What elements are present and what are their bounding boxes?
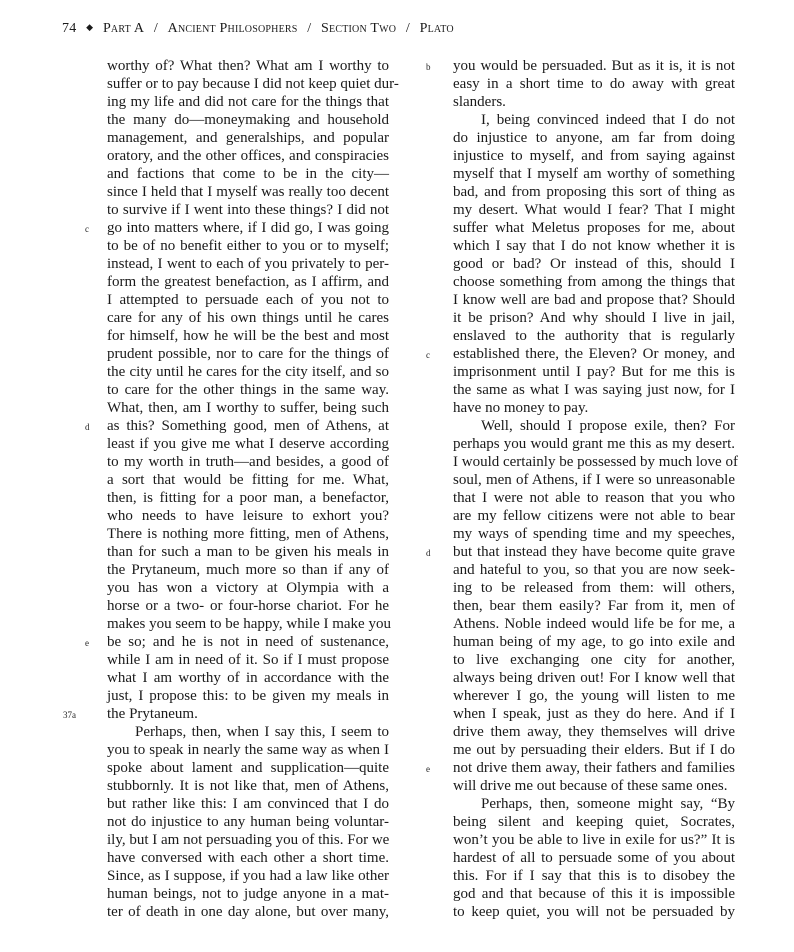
line-text: Since, as I suppose, if you had a law like other	[107, 868, 389, 884]
line-text: just, I propose this: to be given my meals in	[107, 688, 389, 704]
header-separator: /	[405, 21, 410, 36]
text-line	[107, 291, 389, 309]
text-line	[107, 381, 389, 399]
line-text: the Prytaneum.	[107, 706, 198, 722]
line-text: go into matters where, if I did go, I was going	[107, 220, 389, 236]
line-text: always being driven out! For I know well that	[453, 670, 735, 686]
line-text: ter of death in one day alone, but over many,	[107, 904, 389, 920]
line-text: wherever I go, the young will listen to me	[453, 688, 735, 704]
text-line	[107, 129, 389, 147]
line-text: won’t you be able to live in exile for us?” It is	[453, 832, 735, 848]
line-text: perhaps you would grant me this as my desert.	[453, 436, 735, 452]
line-text: you has won a victory at Olympia with a	[107, 580, 389, 596]
line-text: easy in a short time to do away with great	[453, 76, 735, 92]
text-line	[453, 237, 735, 255]
line-text: makes you seem to be happy, while I make you	[107, 616, 391, 632]
line-text: to be of no benefit either to you or to myself;	[107, 238, 389, 254]
stephanus-marker: c	[85, 224, 89, 234]
text-line	[453, 651, 735, 669]
line-text: Athens. Noble indeed would life be for me, a	[453, 616, 735, 632]
text-line	[453, 813, 735, 831]
line-text: the city until he cares for the city itself, and so	[107, 364, 389, 380]
section-label: Section Two	[321, 21, 397, 36]
text-line	[453, 201, 735, 219]
stephanus-marker: d	[426, 548, 431, 558]
right-text-column	[426, 57, 738, 921]
line-text: but that instead they have become quite grave	[453, 544, 735, 560]
text-line	[107, 579, 389, 597]
line-text: care for any of his own things until he cares	[107, 310, 389, 326]
line-text: choose something from among the things that	[453, 274, 735, 290]
line-text: Perhaps, then, someone might say, “By	[481, 796, 735, 812]
line-text: have no money to pay.	[453, 400, 589, 416]
text-line	[107, 165, 389, 183]
line-text: ing my life and did not care for the things that	[107, 94, 389, 110]
text-line	[453, 867, 735, 885]
text-line	[426, 759, 735, 777]
line-text: enslaved to the authority that is regularly	[453, 328, 735, 344]
line-text: form the greatest benefaction, as I affirm, and	[107, 274, 389, 290]
line-text: being silent and keeping quiet, Socrates,	[453, 814, 735, 830]
text-line	[453, 597, 735, 615]
line-text: management, and generalships, and popular	[107, 130, 389, 146]
line-text: and factions that come to be in the city—	[107, 166, 389, 182]
text-line	[107, 273, 389, 291]
text-line	[453, 75, 735, 93]
line-text: ily, but I am not persuading you of this. For we	[107, 832, 390, 848]
line-text: as this? Something good, men of Athens, at	[107, 418, 389, 434]
line-text: than for such a man to be given his meals in	[107, 544, 389, 560]
line-text: bad, and from proposing this sort of thing as	[453, 184, 735, 200]
text-line	[107, 525, 389, 543]
line-text: spoke about lament and supplication—quite	[107, 760, 389, 776]
text-line	[453, 417, 735, 435]
text-line	[107, 561, 389, 579]
text-line	[453, 309, 735, 327]
line-text: suffer or to pay because I did not keep quiet dur-	[107, 76, 399, 92]
text-line	[453, 471, 735, 489]
text-line	[107, 885, 389, 903]
text-line	[453, 579, 735, 597]
text-line	[107, 489, 389, 507]
text-line	[453, 831, 735, 849]
line-text: I know well are bad and propose that? Should	[453, 292, 735, 308]
text-line	[453, 93, 735, 111]
text-line	[107, 687, 389, 705]
line-text: not drive them away, their fathers and families	[453, 760, 735, 776]
text-line	[85, 417, 389, 435]
line-text: you to speak in nearly the same way as when I	[107, 742, 389, 758]
text-line	[453, 111, 735, 129]
line-text: you would be persuaded. But as it is, it is not	[453, 58, 735, 74]
line-text: injustice to myself, and from saying against	[453, 148, 735, 164]
text-line	[107, 345, 389, 363]
text-line	[107, 597, 389, 615]
text-line	[107, 651, 389, 669]
book-title: Ancient Philosophers	[167, 21, 298, 36]
line-text: to survive if I went into these things? I did not	[107, 202, 389, 218]
line-text: suffer what Meletus proposes for me, about	[453, 220, 735, 236]
line-text: me out by persuading their elders. But if I do	[453, 742, 735, 758]
text-line	[453, 507, 735, 525]
text-line	[107, 903, 389, 921]
line-text: established there, the Eleven? Or money, and	[453, 346, 735, 362]
text-line	[107, 849, 389, 867]
text-line	[453, 381, 735, 399]
line-text: be so; and he is not in need of sustenance,	[107, 634, 389, 650]
text-line	[453, 687, 735, 705]
text-line	[453, 147, 735, 165]
text-line	[453, 561, 735, 579]
line-text: I, being convinced indeed that I do not	[481, 112, 735, 128]
left-text-column	[63, 57, 399, 921]
line-text: then, bear them easily? Far from it, men of	[453, 598, 735, 614]
line-text: when I speak, just as they do here. And if I	[453, 706, 735, 722]
line-text: human being of my age, to go into exile and	[453, 634, 735, 650]
text-line	[107, 201, 389, 219]
stephanus-marker: 37a	[63, 710, 76, 720]
text-line	[107, 831, 389, 849]
text-line	[453, 669, 735, 687]
text-line	[453, 255, 735, 273]
text-line	[107, 759, 389, 777]
line-text: the same as what I was saying just now, for I	[453, 382, 735, 398]
line-text: this. For if I say that this is to disobey the	[453, 868, 735, 884]
text-line	[453, 435, 735, 453]
text-line	[453, 129, 735, 147]
text-line	[107, 453, 389, 471]
line-text: who needs to have leisure to exhort you?	[107, 508, 389, 524]
text-line	[453, 183, 735, 201]
text-line	[453, 723, 735, 741]
text-line	[453, 363, 735, 381]
text-line	[426, 543, 735, 561]
line-text: have conversed with each other a short time.	[107, 850, 389, 866]
stephanus-marker: e	[426, 764, 430, 774]
stephanus-marker: d	[85, 422, 90, 432]
text-line	[107, 327, 389, 345]
text-line	[107, 723, 389, 741]
text-line	[453, 489, 735, 507]
line-text: do injustice to anyone, am far from doing	[453, 130, 735, 146]
line-text: human beings, not to judge anyone in a mat-	[107, 886, 389, 902]
line-text: that I were not able to reason that you who	[453, 490, 735, 506]
line-text: imprisonment until I pay? But for me this is	[453, 364, 735, 380]
text-line	[85, 219, 389, 237]
line-text: to my worth in truth—and besides, a good of	[107, 454, 389, 470]
running-header	[62, 21, 454, 37]
text-line	[426, 345, 735, 363]
line-text: myself that I myself am worthy of something	[453, 166, 735, 182]
line-text: god and that because of this it is impossible	[453, 886, 735, 902]
line-text: to live exchanging one city for another,	[453, 652, 735, 668]
text-line	[107, 399, 389, 417]
line-text: to care for the other things in the same way.	[107, 382, 389, 398]
line-text: and hateful to you, so that you are now seek-	[453, 562, 735, 578]
text-line	[85, 633, 389, 651]
text-line	[107, 507, 389, 525]
line-text: for himself, how he will be the best and most	[107, 328, 389, 344]
author-label: Plato	[419, 21, 454, 36]
text-line	[453, 795, 735, 813]
text-line	[107, 813, 389, 831]
text-line	[107, 183, 389, 201]
line-text: ing to be released from them: will others,	[453, 580, 735, 596]
text-line	[107, 741, 389, 759]
text-line	[453, 453, 738, 471]
text-line	[107, 543, 389, 561]
stephanus-marker: b	[426, 62, 431, 72]
text-line	[453, 399, 735, 417]
text-line	[453, 741, 735, 759]
text-line	[107, 363, 389, 381]
line-text: the Prytaneum, much more so than if any of	[107, 562, 389, 578]
stephanus-marker: e	[85, 638, 89, 648]
text-line	[453, 633, 735, 651]
text-line	[107, 867, 389, 885]
text-line	[107, 309, 389, 327]
text-line	[107, 147, 389, 165]
text-line	[453, 885, 735, 903]
line-text: what I am worthy of in accordance with the	[107, 670, 389, 686]
line-text: There is nothing more fitting, men of Athens,	[107, 526, 389, 542]
line-text: oratory, and the other offices, and conspiracies	[107, 148, 389, 164]
line-text: then, is fitting for a poor man, a benefactor,	[107, 490, 389, 506]
text-line	[107, 255, 389, 273]
line-text: are my fellow citizens were not able to bear	[453, 508, 735, 524]
text-line	[107, 471, 389, 489]
text-line	[107, 669, 389, 687]
part-label: Part A	[102, 21, 145, 36]
line-text: a sort that would be fitting for me. What,	[107, 472, 389, 488]
line-text: but rather like this: I am convinced that I do	[107, 796, 389, 812]
text-line	[453, 615, 735, 633]
line-text: which I say that I do not know whether it is	[453, 238, 735, 254]
line-text: good or bad? Or instead of this, should I	[453, 256, 735, 272]
text-line	[107, 93, 389, 111]
text-line	[107, 777, 389, 795]
line-text: Perhaps, then, when I say this, I seem to	[135, 724, 389, 740]
line-text: not do injustice to any human being voluntar-	[107, 814, 389, 830]
text-line	[453, 849, 735, 867]
line-text: I attempted to persuade each of you not to	[107, 292, 389, 308]
text-line	[107, 237, 389, 255]
text-line	[63, 705, 389, 723]
text-line	[107, 435, 389, 453]
text-line	[107, 111, 389, 129]
line-text: slanders.	[453, 94, 506, 110]
line-text: least if you give me what I deserve according	[107, 436, 389, 452]
page-number: 74	[62, 21, 77, 36]
line-text: horse or a two- or four-horse chariot. For he	[107, 598, 389, 614]
line-text: my desert. What would I fear? That I might	[453, 202, 735, 218]
line-text: it be prison? And why should I live in jail,	[453, 310, 735, 326]
text-line	[107, 615, 389, 633]
line-text: Well, should I propose exile, then? For	[481, 418, 735, 434]
text-line	[426, 57, 735, 75]
line-text: worthy of? What then? What am I worthy to	[107, 58, 389, 74]
line-text: drive them away, they themselves will drive	[453, 724, 735, 740]
text-line	[453, 525, 735, 543]
line-text: while I am in need of it. So if I must propose	[107, 652, 389, 668]
line-text: soul, men of Athens, if I were so unreasonable	[453, 472, 735, 488]
text-line	[453, 705, 735, 723]
text-line	[453, 327, 735, 345]
line-text: prudent possible, nor to care for the things of	[107, 346, 389, 362]
line-text: my ways of spending time and my speeches,	[453, 526, 735, 542]
text-line	[107, 75, 399, 93]
text-line	[453, 777, 735, 795]
line-text: hardest of all to persuade some of you about	[453, 850, 735, 866]
text-line	[453, 165, 735, 183]
line-text: will drive me out because of these same ones.	[453, 778, 728, 794]
line-text: to keep quiet, you will not be persuaded by	[453, 904, 735, 920]
line-text: I would certainly be possessed by much love of	[453, 454, 738, 470]
text-line	[107, 57, 389, 75]
line-text: instead, I went to each of you privately to per-	[107, 256, 389, 272]
text-line	[453, 903, 735, 921]
header-separator: /	[307, 21, 312, 36]
stephanus-marker: c	[426, 350, 430, 360]
text-line	[107, 795, 389, 813]
text-line	[453, 273, 735, 291]
line-text: since I held that I myself was really too decent	[107, 184, 389, 200]
line-text: What, then, am I worthy to suffer, being such	[107, 400, 389, 416]
diamond-ornament-icon: ◆	[86, 22, 94, 32]
line-text: the many do—moneymaking and household	[107, 112, 389, 128]
text-line	[453, 219, 735, 237]
header-separator: /	[153, 21, 158, 36]
text-line	[453, 291, 735, 309]
line-text: stubbornly. It is not like that, men of Athens,	[107, 778, 389, 794]
